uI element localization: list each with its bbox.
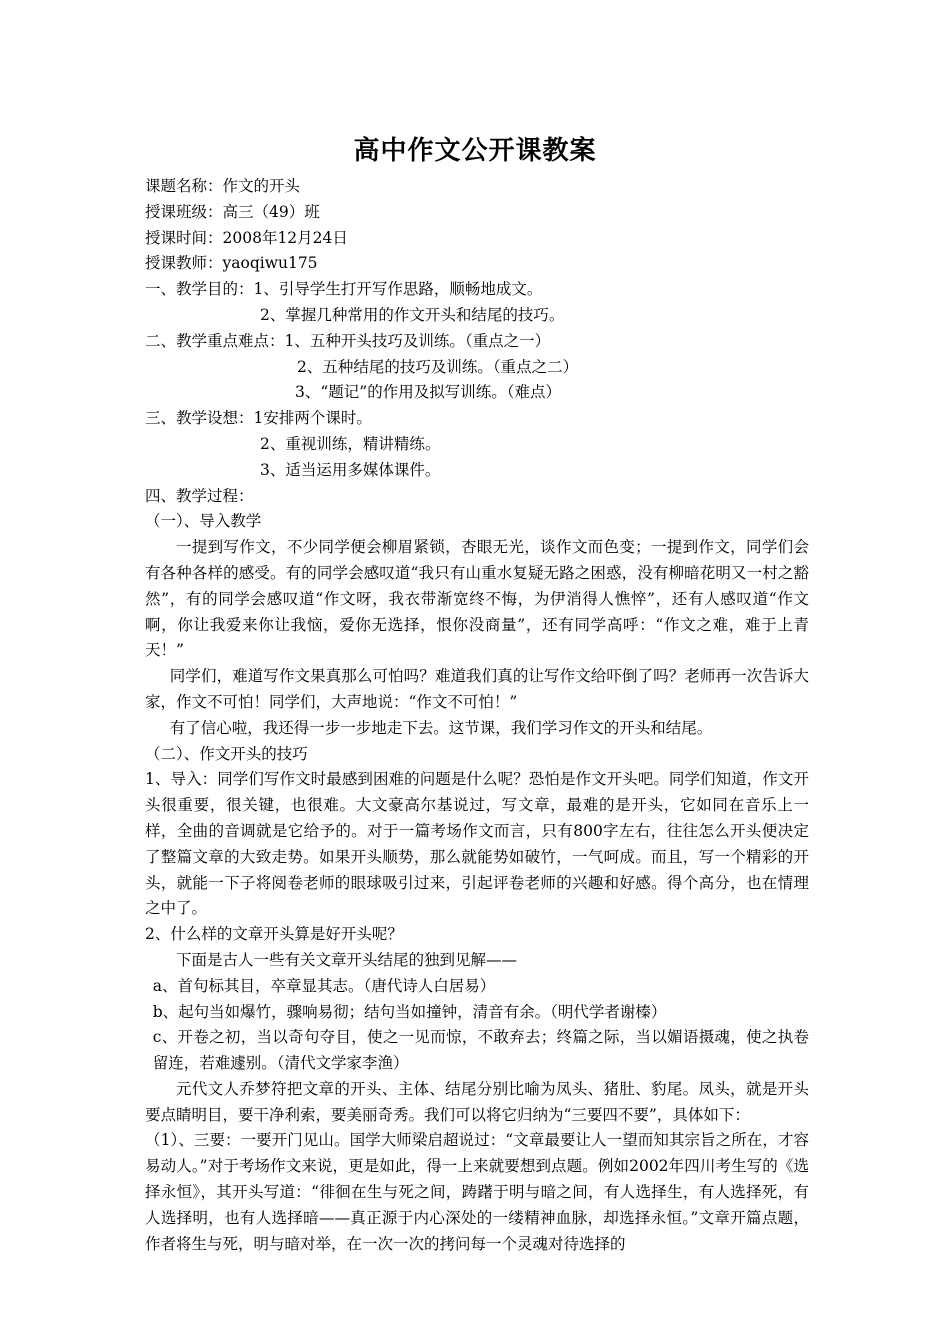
item-2-intro: 下面是古人一些有关文章开头结尾的独到见解—— (176, 950, 518, 969)
quote-c: c、开卷之初，当以奇句夺目，使之一见而惊，不敢弃去；终篇之际，当以媚语摄魂，使之执卷留连，若难遽别。（清代文学家李渔） (152, 1028, 809, 1073)
goals-line-2: 2、掌握几种常用的作文开头和结尾的技巧。 (260, 305, 565, 324)
quote-a: a、首句标其目，卒章显其志。（唐代诗人白居易） (152, 976, 496, 995)
meta-topic: 课题名称：作文的开头 (145, 177, 301, 195)
design-line-3: 3、适当运用多媒体课件。 (260, 460, 441, 479)
meta-class: 授课班级：高三（49）班 (145, 202, 320, 221)
item-1-paragraph: 1、导入：同学们写作文时最感到困难的问题是什么呢？恐怕是作文开头吧。同学们知道，作文开头很重要，很关键，也很难。大文豪高尔基说过，写文章，最难的是开头，它如同在音乐上一样，全曲的音调就是它给予的。对于一篇考场作文而言，只有800字左右，往往怎么开头便决定了整篇文章的大致走势。如果开头顺势，那么就能势如破竹，一气呵成。而且，写一个精彩的开头，就能一下子将阅卷老师的眼球吸引过来，引起评卷老师的兴趣和好感。得个高分，也在情理之中了。 (145, 770, 809, 918)
focus-line-2: 2、五种结尾的技巧及训练。（重点之二） (297, 357, 579, 376)
three-musts-paragraph: （1）、三要：一要开门见山。国学大师梁启超说过：“文章最要让人一望而知其宗旨之所在，才容易动人。”对于考场作文来说，更是如此，得一上来就要想到点题。例如2002年四川考生写的《选择永恒》，其开头写道：“徘徊在生与死之间，踌躇于明与暗之间，有人选择生，有人选择死，有人选择明，也有人选择暗——真正源于内心深处的一缕精神血脉，却选择永恒。”文章开篇点题，作者将生与死，明与暗对举，在一次一次的拷问每一个灵魂对待选择的 (145, 1131, 809, 1253)
design-line-1: 三、教学设想：1安排两个课时。 (145, 409, 372, 428)
qiao-paragraph: 元代文人乔梦符把文章的开头、主体、结尾分别比喻为凤头、猪肚、豹尾。凤头，就是开头要点睛明目，要干净利索，要美丽奇秀。我们可以将它归纳为“三要四不要”，具体如下： (145, 1079, 809, 1124)
design-line-2: 2、重视训练，精讲精练。 (260, 434, 441, 453)
meta-time: 授课时间：2008年12月24日 (145, 228, 348, 247)
focus-line-3: 3、“题记”的作用及拟写训练。（难点） (295, 383, 561, 402)
document-body (145, 174, 809, 1257)
item-2-question: 2、什么样的文章开头算是好开头呢？ (145, 925, 403, 944)
section-opening-heading: （二）、作文开头的技巧 (145, 744, 308, 763)
quote-b: b、起句当如爆竹，骤响易彻；结句当如撞钟，清音有余。（明代学者谢榛） (152, 1002, 667, 1021)
focus-line-1: 二、教学重点难点：1、五种开头技巧及训练。（重点之一） (145, 331, 551, 350)
goals-line-1: 一、教学目的：1、引导学生打开写作思路，顺畅地成文。 (145, 280, 543, 299)
intro-paragraph-2: 同学们，难道写作文果真那么可怕吗？难道我们真的让写作文给吓倒了吗？老师再一次告诉大家，作文不可怕！同学们，大声地说：“作文不可怕！” (145, 667, 809, 711)
section-intro-heading: （一）、导入教学 (145, 512, 262, 531)
intro-paragraph-1: 一提到写作文，不少同学便会柳眉紧锁，杏眼无光，谈作文而色变；一提到作文，同学们会有各种各样的感受。有的同学会感叹道“我只有山重水复疑无路之困惑，没有柳暗花明又一村之豁然”，有的同学会感叹道“作文呀，我衣带渐宽终不悔，为伊消得人憔悴”，还有人感叹道“作文啊，你让我爱来你让我恼，爱你无选择，恨你没商量”，还有同学高呼：“作文之难，难于上青天！” (145, 538, 809, 660)
meta-teacher: 授课教师：yaoqiwu175 (145, 254, 318, 273)
document-title: 高中作文公开课教案 (353, 136, 597, 166)
intro-paragraph-3: 有了信心啦，我还得一步一步地走下去。这节课，我们学习作文的开头和结尾。 (169, 718, 713, 737)
process-heading: 四、教学过程： (145, 486, 254, 505)
